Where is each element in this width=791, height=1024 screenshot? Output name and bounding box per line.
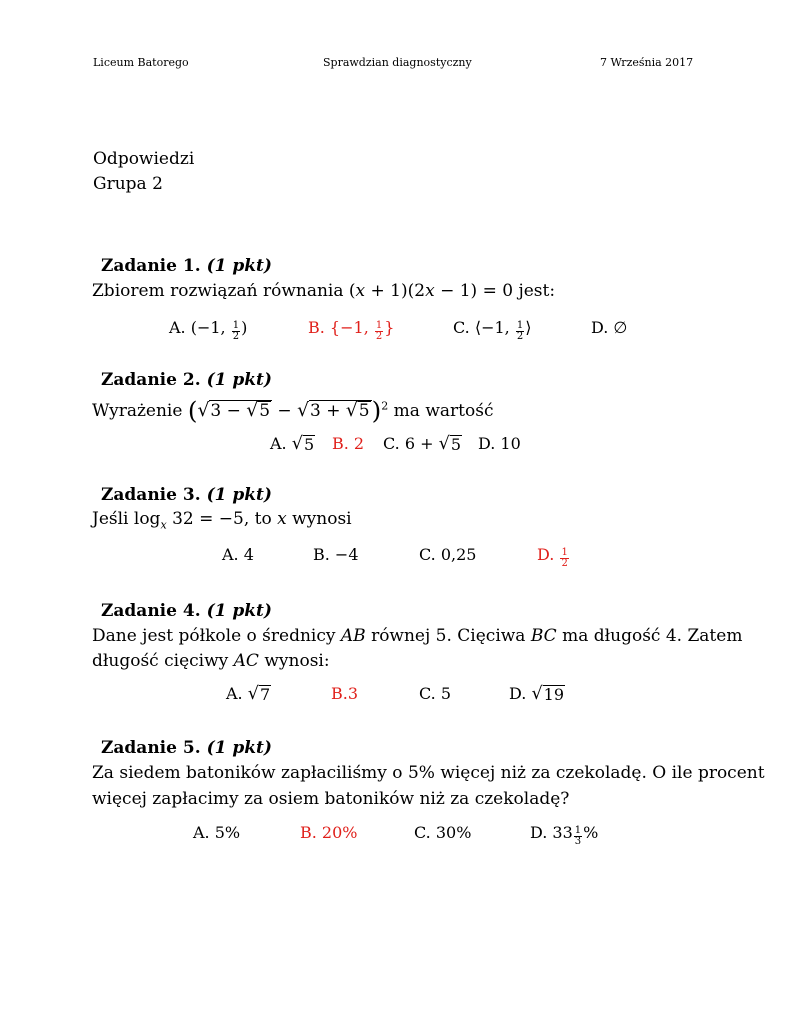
- task-1-title: [101, 256, 272, 276]
- header-date: 7 Września 2017: [600, 56, 694, 69]
- task-1-answer-a: A. (−1, $\frac{1}{2}$ ): [169, 318, 248, 342]
- task-1-points: (1 pkt): [206, 256, 272, 276]
- task-3-number: Zadanie 3.: [101, 485, 201, 505]
- task-5-points: (1 pkt): [206, 738, 272, 758]
- task-5-question-line-1: Za siedem batoników zapłaciliśmy o 5% więcej niż za czekoladę. O ile procent: [92, 763, 765, 783]
- task-3-answer-c: C. 0,25: [419, 545, 477, 564]
- task-2-question: Wyrażenie ( √ 3 − √ 5 − √ 3 + √ 5 )$^2$ ma wartość: [92, 396, 494, 425]
- task-4-points: (1 pkt): [206, 601, 272, 621]
- task-4-answer-b-correct: B.3: [331, 684, 359, 703]
- task-3-title: [101, 485, 272, 505]
- task-1-answer-c: C. ⟨−1, $\frac{1}{2}$ ⟩: [453, 318, 532, 342]
- task-5-title: [101, 738, 272, 758]
- task-3-answer-d-correct: D. $\frac{1}{2}$: [537, 545, 568, 569]
- task-1-answer-d: D. ∅: [591, 318, 628, 337]
- task-4-answer-a: A. √ 7: [226, 684, 271, 704]
- task-2-answer-d: D. 10: [478, 434, 521, 453]
- group-label: Grupa 2: [93, 174, 163, 194]
- task-4-answer-c: C. 5: [419, 684, 452, 703]
- header-test-name: Sprawdzian diagnostyczny: [323, 56, 472, 69]
- header-school: Liceum Batorego: [93, 56, 189, 69]
- task-4-question-line-2: długość cięciwy AC wynosi:: [92, 651, 330, 671]
- task-2-answer-b-correct: B. 2: [332, 434, 365, 453]
- task-3-answer-b: B. −4: [313, 545, 359, 564]
- task-4-number: Zadanie 4.: [101, 601, 201, 621]
- task-4-answer-d: D. √ 19: [509, 684, 565, 704]
- task-4-title: [101, 601, 272, 621]
- task-5-number: Zadanie 5.: [101, 738, 201, 758]
- task-4-question-line-1: Dane jest półkole o średnicy AB równej 5. Cięciwa BC ma długość 4. Zatem: [92, 626, 743, 646]
- task-5-question-line-2: więcej zapłacimy za osiem batoników niż za czekoladę?: [92, 789, 570, 809]
- task-1-question: Zbiorem rozwiązań równania (x + 1)(2x − 1) = 0 jest:: [92, 281, 556, 301]
- task-5-answer-a: A. 5%: [193, 823, 241, 842]
- task-2-title: [101, 370, 272, 390]
- answers-label: Odpowiedzi: [93, 149, 195, 169]
- task-5-answer-d: D. 33 $\frac{1}{3}$ %: [530, 823, 599, 847]
- task-2-points: (1 pkt): [206, 370, 272, 390]
- task-3-points: (1 pkt): [206, 485, 272, 505]
- task-1-number: Zadanie 1.: [101, 256, 201, 276]
- task-2-answer-a: A. √ 5: [270, 434, 315, 454]
- task-2-answer-c: C. 6 + √ 5: [383, 434, 462, 454]
- task-1-answer-b-correct: B. {−1, $\frac{1}{2}$ }: [308, 318, 395, 342]
- task-5-answer-b-correct: B. 20%: [300, 823, 358, 842]
- task-5-answer-c: C. 30%: [414, 823, 472, 842]
- task-3-answer-a: A. 4: [222, 545, 254, 564]
- task-2-number: Zadanie 2.: [101, 370, 201, 390]
- task-3-question: Jeśli $\log_x 32 = -5$, to x wynosi: [92, 509, 352, 532]
